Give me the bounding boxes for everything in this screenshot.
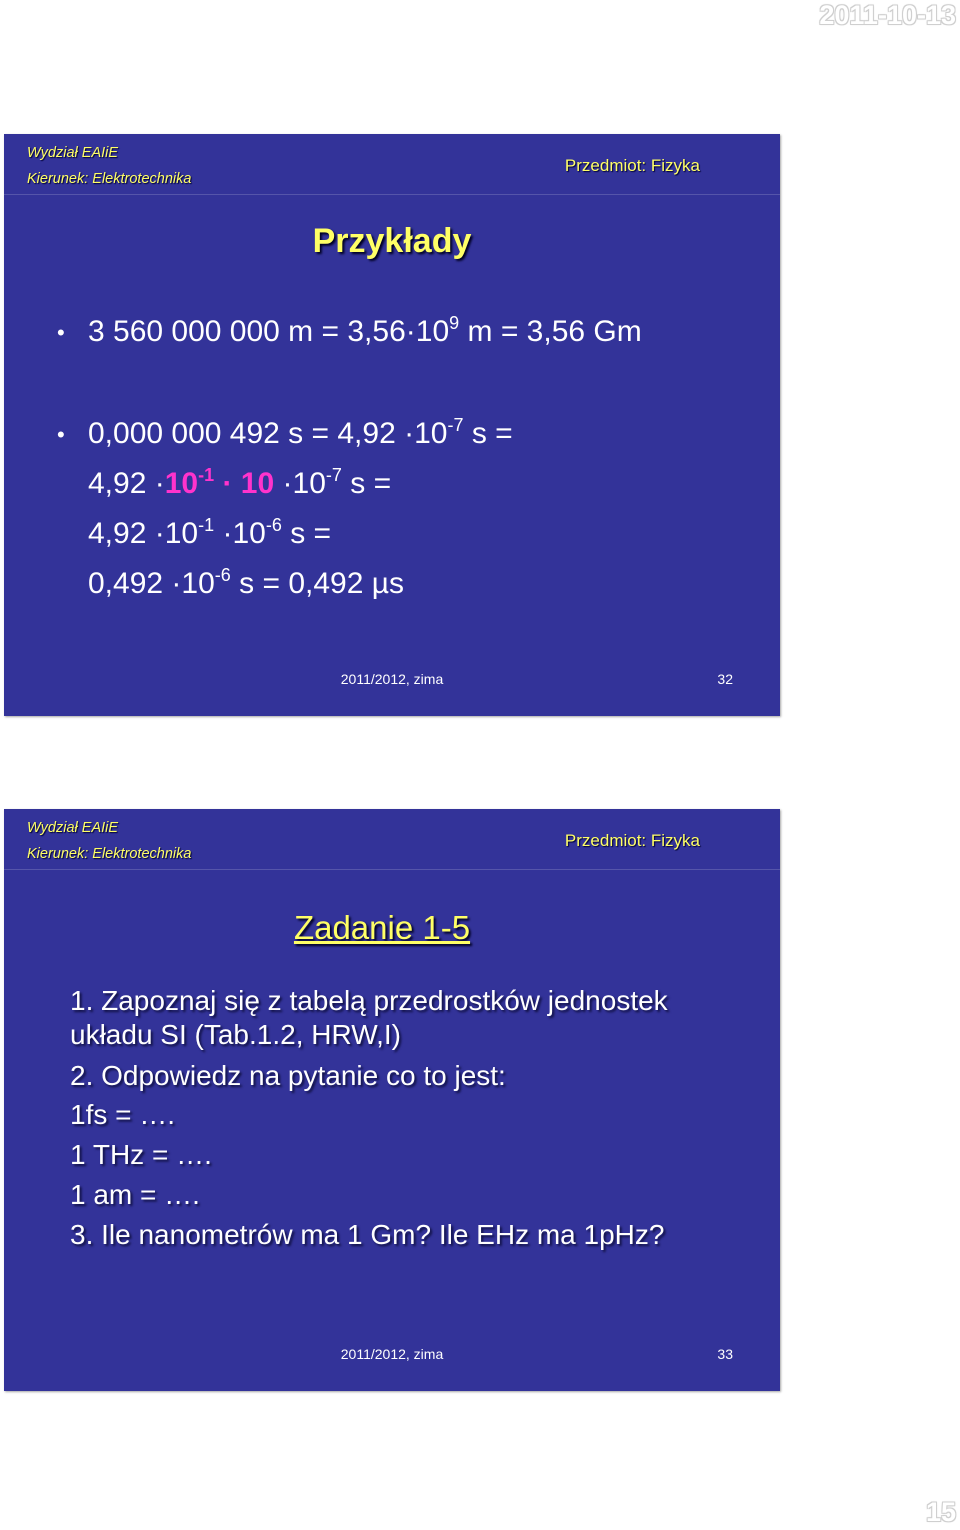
task-line-2: układu SI (Tab.1.2, HRW,I) bbox=[70, 1019, 401, 1050]
faculty-label: Wydział EAIiE bbox=[27, 145, 119, 161]
task-line-4: 1fs = …. bbox=[70, 1099, 176, 1130]
course-label: Kierunek: Elektrotechnika bbox=[27, 171, 192, 187]
slide-header-left bbox=[27, 815, 191, 867]
slide-number: 33 bbox=[717, 1346, 733, 1362]
subject-label: Przedmiot: Fizyka bbox=[564, 156, 700, 175]
header-divider bbox=[4, 869, 780, 870]
header-divider bbox=[4, 194, 780, 195]
task-line-1: 1. Zapoznaj się z tabelą przedrostków jednostek bbox=[70, 985, 668, 1016]
slide-33 bbox=[4, 809, 780, 1391]
slide-header-left bbox=[27, 140, 191, 192]
slide-footer-term: 2011/2012, zima bbox=[340, 671, 444, 687]
equation-3: $4,92 \cdot 10^{-1} \cdot 10 \cdot 10^{-7}$ s = bbox=[88, 465, 392, 500]
faculty-label: Wydział EAIiE bbox=[27, 820, 119, 836]
course-label: Kierunek: Elektrotechnika bbox=[27, 846, 192, 862]
slide-number: 32 bbox=[717, 671, 733, 687]
task-line-6: 1 am = …. bbox=[70, 1179, 200, 1210]
bullet-icon: • bbox=[57, 422, 65, 447]
slide-footer-term: 2011/2012, zima bbox=[340, 1346, 444, 1362]
slide-title: Przykłady bbox=[312, 222, 472, 260]
equation-4: $4,92 \cdot 10^{-1} \cdot 10^{-6}$ s = bbox=[88, 515, 332, 550]
page-number: 15 bbox=[925, 1497, 956, 1527]
task-line-5: 1 THz = …. bbox=[70, 1139, 212, 1170]
page-date: 2011-10-13 bbox=[819, 0, 956, 30]
equation-1: 3 560 000 000 $m = 3,56\cdot 10^9$ m = 3,56 Gm bbox=[88, 313, 642, 348]
subject-label: Przedmiot: Fizyka bbox=[564, 831, 700, 850]
equation-2: 0,000 000 492 $s = 4,92 \cdot 10^{-7}$ s = bbox=[88, 415, 513, 450]
task-line-7: 3. Ile nanometrów ma 1 Gm? Ile EHz ma 1pHz? bbox=[70, 1219, 665, 1250]
bullet-icon: • bbox=[57, 320, 65, 345]
task-line-3: 2. Odpowiedz na pytanie co to jest: bbox=[70, 1060, 506, 1091]
slide-title: Zadanie 1-5 bbox=[293, 909, 471, 946]
slide-32 bbox=[4, 134, 780, 716]
equation-5: $0,492 \cdot 10^{-6}$ s = 0,492 µs bbox=[88, 565, 405, 600]
